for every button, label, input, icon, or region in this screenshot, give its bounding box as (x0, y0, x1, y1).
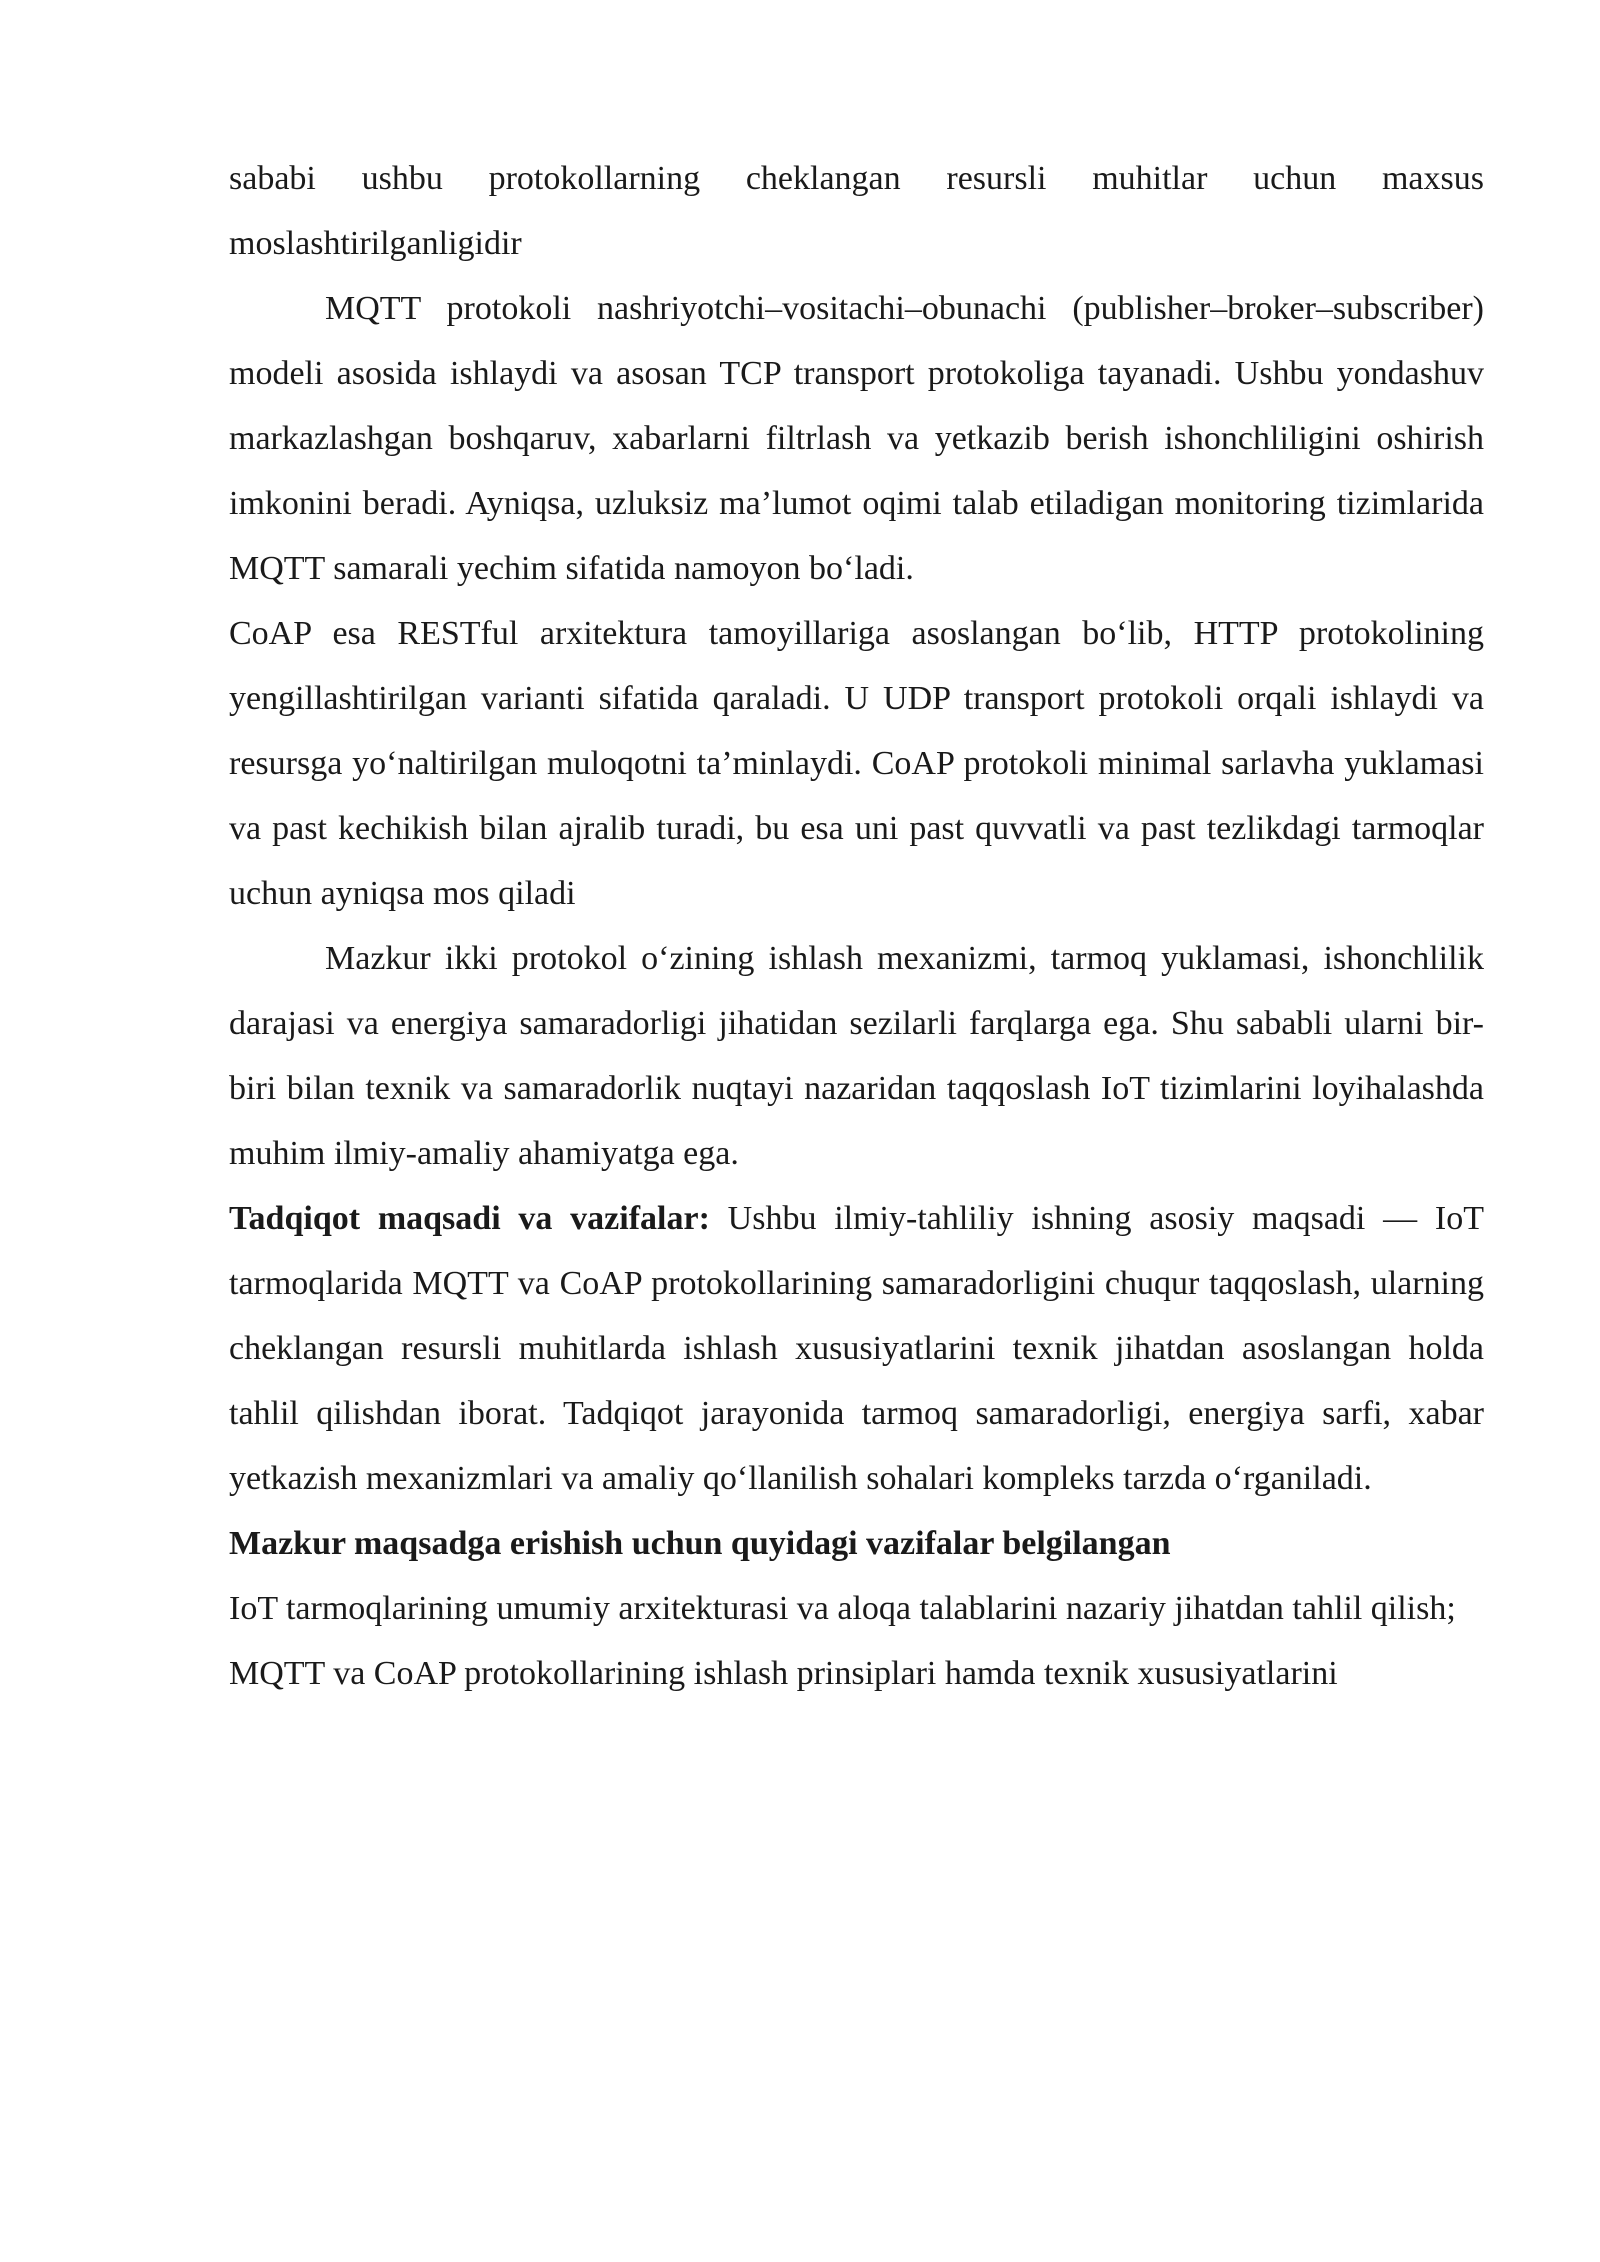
task-item-2: MQTT va CoAP protokollarining ishlash prinsiplari hamda texnik xususiyatlarini (229, 1655, 1338, 1692)
paragraph-research-goal (229, 1186, 1484, 1511)
research-goal-text: Ushbu ilmiy-tahliliy ishning asosiy maqsadi — IoT tarmoqlarida MQTT va CoAP protokollarining samaradorligini chuqur taqqoslash, ularning cheklangan resursli muhitlarda ishlash xususiyatlarini texnik jihatdan asoslangan holda tahlil qilishdan iborat. Tadqiqot jarayonida tarmoq samaradorligi, energiya sarfi, xabar yetkazish mexanizmlari va amaliy qo‘llanilish sohalari kompleks tarzda o‘rganiladi. (229, 1200, 1484, 1497)
research-goal-heading: Tadqiqot maqsadi va vazifalar: (229, 1200, 710, 1237)
paragraph-continuation: sababi ushbu protokollarning cheklangan resursli muhitlar uchun maxsus moslashtirilganligidir (229, 160, 1484, 262)
paragraph-coap: CoAP esa RESTful arxitektura tamoyillariga asoslangan bo‘lib, HTTP protokolining yengillashtirilgan varianti sifatida qaraladi. U UDP transport protokoli orqali ishlaydi va resursga yo‘naltirilgan muloqotni ta’minlaydi. CoAP protokoli minimal sarlavha yuklamasi va past kechikish bilan ajralib turadi, bu esa uni past quvvatli va past tezlikdagi tarmoqlar uchun ayniqsa mos qiladi (229, 615, 1484, 912)
tasks-heading: Mazkur maqsadga erishish uchun quyidagi vazifalar belgilangan (229, 1525, 1171, 1562)
paragraph-mqtt: MQTT protokoli nashriyotchi–vositachi–obunachi (publisher–broker–subscriber) modeli asosida ishlaydi va asosan TCP transport protokoliga tayanadi. Ushbu yondashuv markazlashgan boshqaruv, xabarlarni filtrlash va yetkazib berish ishonchliligini oshirish imkonini beradi. Ayniqsa, uzluksiz ma’lumot oqimi talab etiladigan monitoring tizimlarida MQTT samarali yechim sifatida namoyon bo‘ladi. (229, 290, 1484, 587)
paragraph-comparison: Mazkur ikki protokol o‘zining ishlash mexanizmi, tarmoq yuklamasi, ishonchlilik darajasi va energiya samaradorligi jihatidan sezilarli farqlarga ega. Shu sababli ularni bir-biri bilan texnik va samaradorlik nuqtayi nazaridan taqqoslash IoT tizimlarini loyihalashda muhim ilmiy-amaliy ahamiyatga ega. (229, 940, 1484, 1172)
document-body (229, 146, 1484, 1706)
task-item-1: IoT tarmoqlarining umumiy arxitekturasi va aloqa talablarini nazariy jihatdan tahlil qilish; (229, 1590, 1456, 1627)
